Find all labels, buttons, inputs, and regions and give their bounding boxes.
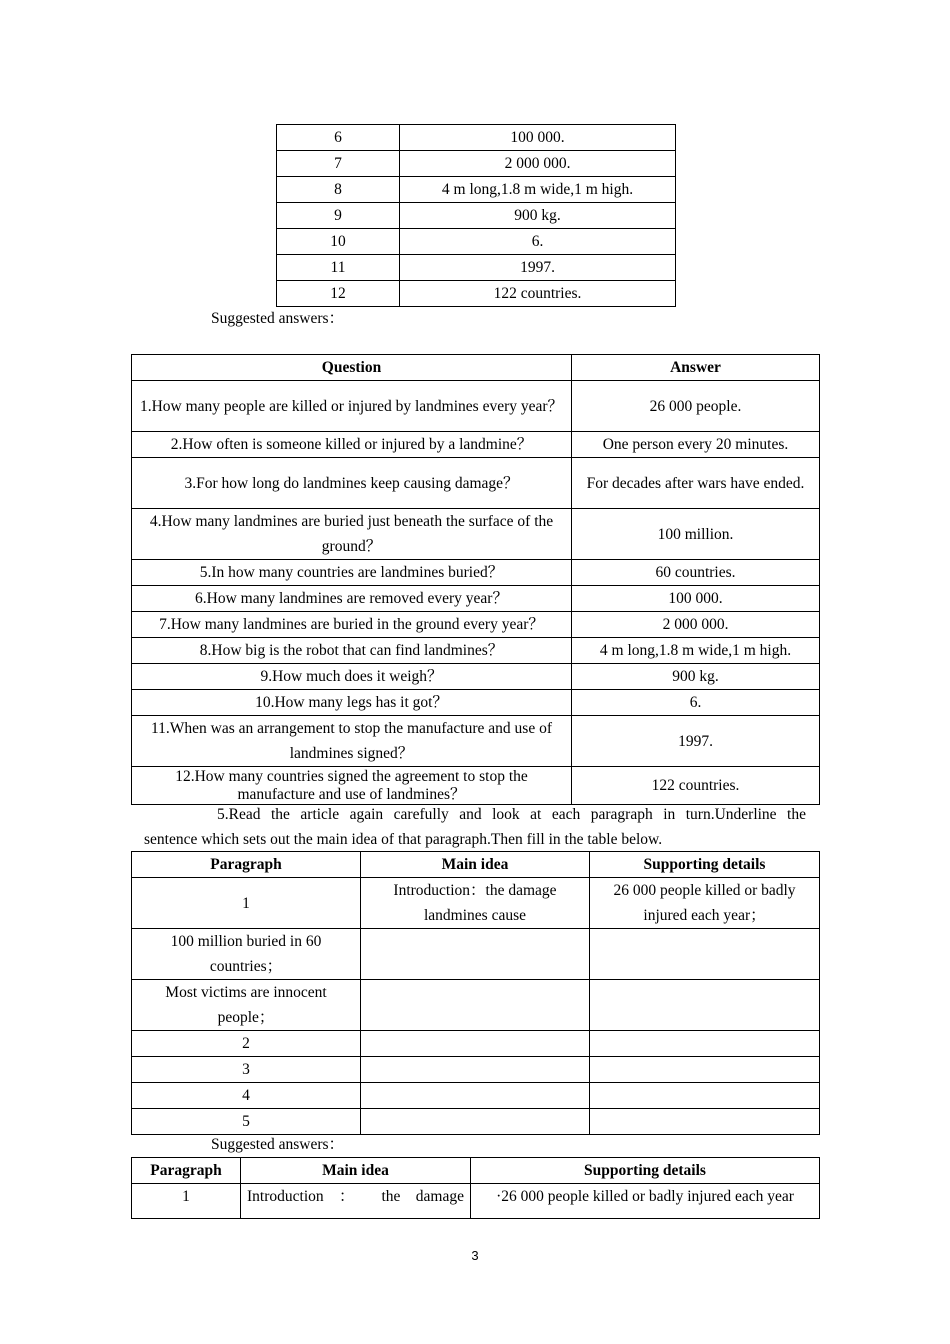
- answer-cell: 26 000 people.: [572, 381, 820, 432]
- details-cell: ·26 000 people killed or badly injured each year: [471, 1184, 820, 1219]
- table-cell: 900 kg.: [400, 203, 676, 229]
- main-idea-cell: [361, 929, 590, 980]
- table-row: [132, 586, 820, 612]
- suggested-answers-label: Suggested answers：: [211, 310, 345, 327]
- table-cell: 10: [277, 229, 400, 255]
- table-header-row: [132, 355, 820, 381]
- main-idea-cell: [361, 1109, 590, 1135]
- question-cell: 8.How big is the robot that can find landmines？: [132, 638, 572, 664]
- details-cell: [590, 1031, 820, 1057]
- table-row: [132, 612, 820, 638]
- table-cell: 122 countries.: [400, 281, 676, 307]
- details-cell: [590, 1109, 820, 1135]
- table-row: [132, 432, 820, 458]
- table-row: [132, 1083, 820, 1109]
- table-row: [277, 255, 676, 281]
- table-row: [132, 1031, 820, 1057]
- question-cell: 7.How many landmines are buried in the ground every year？: [132, 612, 572, 638]
- suggested-answers-table: [131, 1157, 820, 1219]
- answer-cell: One person every 20 minutes.: [572, 432, 820, 458]
- main-idea-cell: Introduction ： the damage: [241, 1184, 471, 1219]
- table-row: [132, 1057, 820, 1083]
- header-answer: Answer: [572, 355, 820, 381]
- table-header-row: [132, 852, 820, 878]
- answer-cell: 100 000.: [572, 586, 820, 612]
- paragraph-cell: 2: [132, 1031, 361, 1057]
- table-row: [277, 203, 676, 229]
- table-cell: 4 m long,1.8 m wide,1 m high.: [400, 177, 676, 203]
- answer-cell: 122 countries.: [572, 767, 820, 805]
- table-row: [132, 560, 820, 586]
- answer-cell: 1997.: [572, 716, 820, 767]
- question-cell: 9.How much does it weigh？: [132, 664, 572, 690]
- table-cell: 6: [277, 125, 400, 151]
- table-header-row: [132, 1158, 820, 1184]
- question-cell: 3.For how long do landmines keep causing damage？: [132, 458, 572, 509]
- answer-cell: 6.: [572, 690, 820, 716]
- table-row: [277, 125, 676, 151]
- table-row: [132, 716, 820, 767]
- header-supporting-details: Supporting details: [590, 852, 820, 878]
- main-idea-cell: [361, 1057, 590, 1083]
- details-cell: 26 000 people killed or badly injured each year；: [590, 878, 820, 929]
- table-cell: 9: [277, 203, 400, 229]
- answer-cell: For decades after wars have ended.: [572, 458, 820, 509]
- table-cell: 8: [277, 177, 400, 203]
- table-cell: 100 000.: [400, 125, 676, 151]
- table-row: [132, 690, 820, 716]
- answer-cell: 100 million.: [572, 509, 820, 560]
- instruction-line-1: 5.Read the article again carefully and look at each paragraph in turn.Underline the: [217, 806, 806, 823]
- question-cell: 4.How many landmines are buried just beneath the surface of the ground？: [132, 509, 572, 560]
- header-supporting-details: Supporting details: [471, 1158, 820, 1184]
- paragraph-cell: 4: [132, 1083, 361, 1109]
- table-cell: 12: [277, 281, 400, 307]
- table-cell: 7: [277, 151, 400, 177]
- question-cell: 2.How often is someone killed or injured by a landmine？: [132, 432, 572, 458]
- table-cell: 6.: [400, 229, 676, 255]
- table-row: [132, 509, 820, 560]
- header-question: Question: [132, 355, 572, 381]
- answer-cell: 900 kg.: [572, 664, 820, 690]
- question-cell: 1.How many people are killed or injured by landmines every year？: [132, 381, 572, 432]
- table-row: [132, 929, 820, 980]
- details-cell: [590, 980, 820, 1031]
- table-row: [132, 458, 820, 509]
- header-main-idea: Main idea: [241, 1158, 471, 1184]
- question-cell: 5.In how many countries are landmines buried？: [132, 560, 572, 586]
- main-idea-cell: [361, 1083, 590, 1109]
- header-main-idea: Main idea: [361, 852, 590, 878]
- table-row: [277, 151, 676, 177]
- table-row: [132, 1109, 820, 1135]
- table-row: [132, 767, 820, 805]
- answer-cell: 60 countries.: [572, 560, 820, 586]
- table-row: [132, 980, 820, 1031]
- paragraph-cell: 5: [132, 1109, 361, 1135]
- paragraph-cell: 100 million buried in 60 countries；: [132, 929, 361, 980]
- suggested-answers-label-2: Suggested answers：: [211, 1136, 345, 1153]
- table-row: [132, 878, 820, 929]
- details-cell: [590, 929, 820, 980]
- main-idea-cell: [361, 980, 590, 1031]
- paragraph-cell: 1: [132, 1184, 241, 1219]
- paragraph-cell: Most victims are innocent people；: [132, 980, 361, 1031]
- paragraph-cell: 1: [132, 878, 361, 929]
- question-cell: 12.How many countries signed the agreement to stop the manufacture and use of landmines？: [132, 767, 572, 805]
- question-cell: 6.How many landmines are removed every year？: [132, 586, 572, 612]
- top-answer-table: [276, 124, 676, 307]
- table-row: [132, 1184, 820, 1219]
- question-cell: 10.How many legs has it got？: [132, 690, 572, 716]
- table-row: [132, 381, 820, 432]
- page-number: 3: [471, 1248, 479, 1263]
- table-cell: 11: [277, 255, 400, 281]
- paragraph-main-idea-table: [131, 851, 820, 1135]
- answer-cell: 2 000 000.: [572, 612, 820, 638]
- question-answer-table: [131, 354, 820, 805]
- details-cell: [590, 1057, 820, 1083]
- table-row: [277, 177, 676, 203]
- main-idea-cell: [361, 1031, 590, 1057]
- table-row: [277, 281, 676, 307]
- main-idea-cell: Introduction：the damage landmines cause: [361, 878, 590, 929]
- paragraph-cell: 3: [132, 1057, 361, 1083]
- header-paragraph: Paragraph: [132, 852, 361, 878]
- table-row: [132, 664, 820, 690]
- answer-cell: 4 m long,1.8 m wide,1 m high.: [572, 638, 820, 664]
- instruction-line-2: sentence which sets out the main idea of that paragraph.Then fill in the table below.: [144, 831, 663, 848]
- details-cell: [590, 1083, 820, 1109]
- table-cell: 2 000 000.: [400, 151, 676, 177]
- question-cell: 11.When was an arrangement to stop the manufacture and use of landmines signed？: [132, 716, 572, 767]
- table-row: [132, 638, 820, 664]
- table-cell: 1997.: [400, 255, 676, 281]
- table-row: [277, 229, 676, 255]
- header-paragraph: Paragraph: [132, 1158, 241, 1184]
